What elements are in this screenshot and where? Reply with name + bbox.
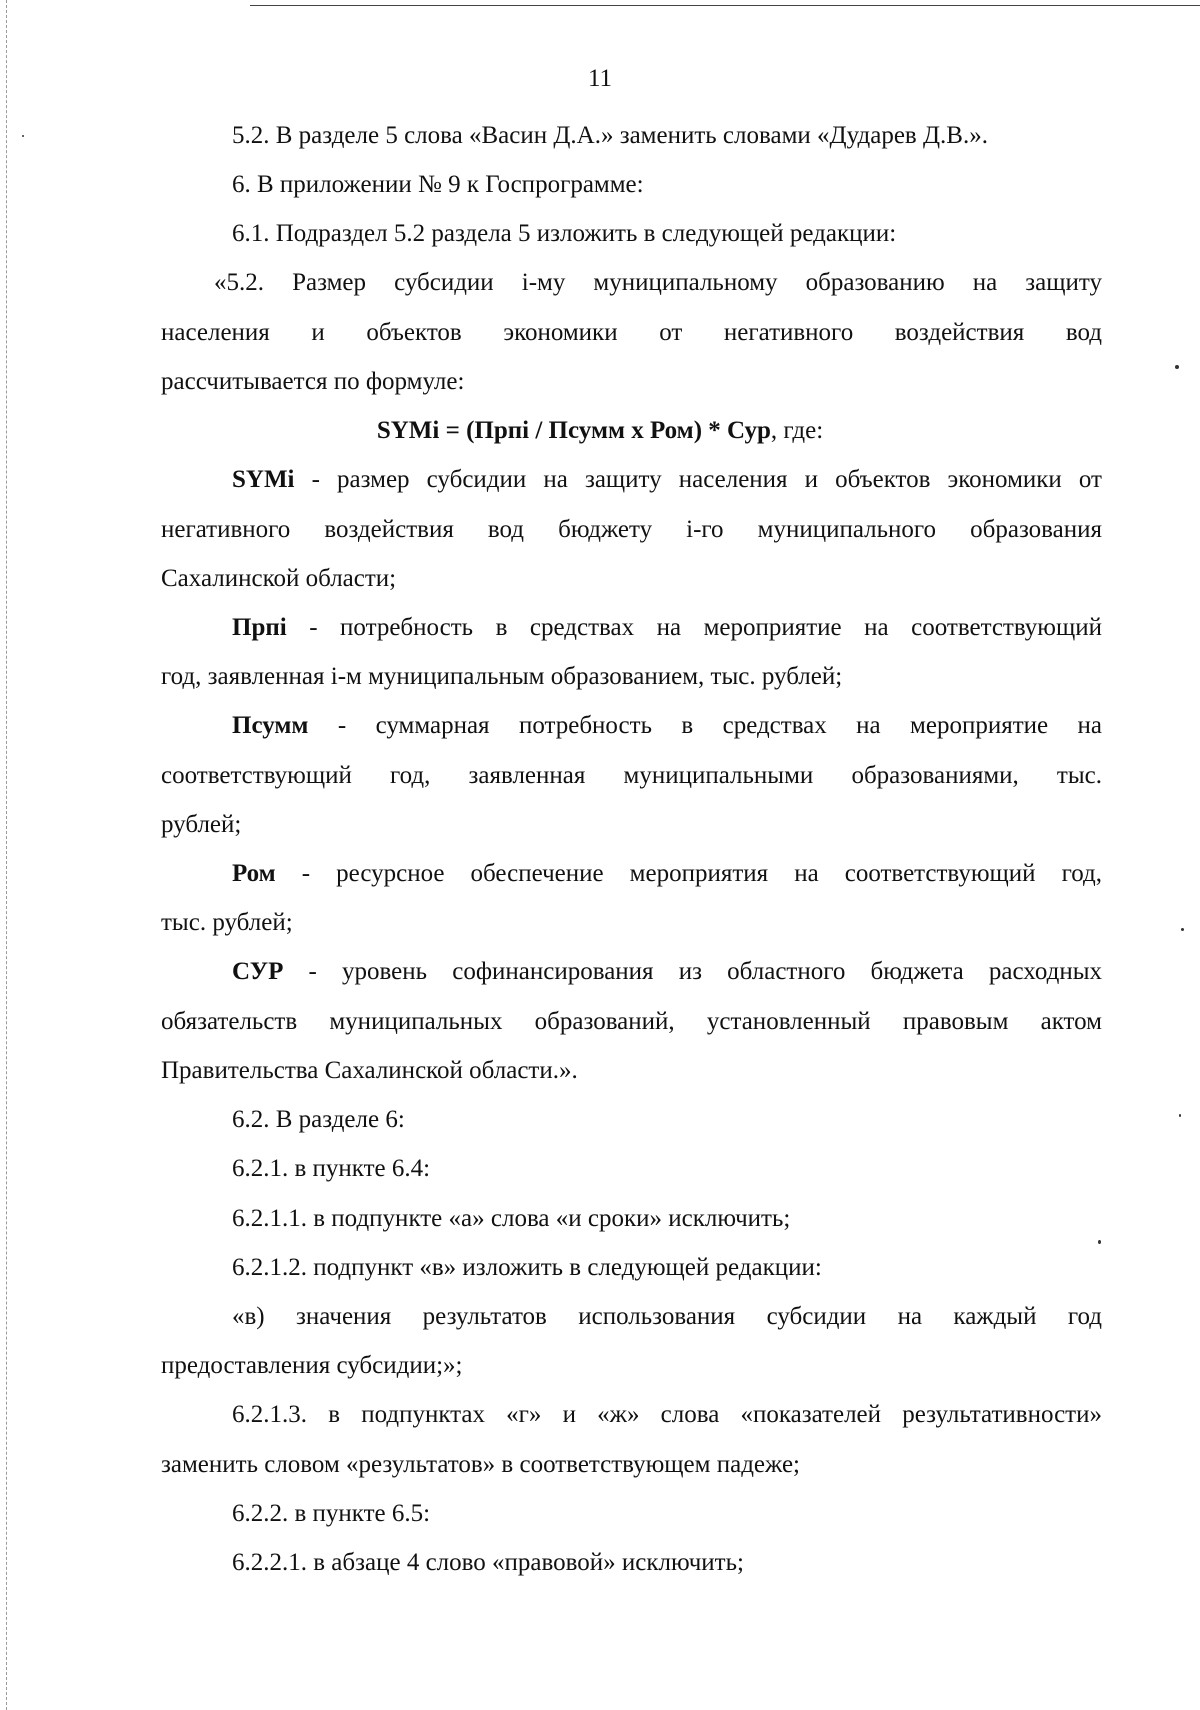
definition-prpi-line-2: год, заявленная i-м муниципальным образованием, тыс. рублей; <box>161 663 843 690</box>
definition-psumm-text: - суммарная потребность в средствах на мероприятие на <box>308 712 1102 739</box>
definition-symi-line-3: Сахалинской области; <box>161 565 397 592</box>
scan-speck <box>1098 1240 1101 1244</box>
definition-rom-line-2: тыс. рублей; <box>161 909 293 936</box>
term-sur: СУР <box>232 958 284 985</box>
definition-rom-line-1 <box>232 859 1102 889</box>
definition-sur-line-1 <box>232 957 1102 987</box>
paragraph-6-2: 6.2. В разделе 6: <box>232 1106 405 1133</box>
paragraph-6-1: 6.1. Подраздел 5.2 раздела 5 изложить в следующей редакции: <box>232 220 897 247</box>
scan-speck <box>1181 928 1184 931</box>
definition-sur-line-3: Правительства Сахалинской области.». <box>161 1057 578 1084</box>
definition-prpi-line-1 <box>232 613 1102 643</box>
definition-rom-text: - ресурсное обеспечение мероприятия на соответствующий год, <box>275 860 1102 887</box>
paragraph-6: 6. В приложении № 9 к Госпрограмме: <box>232 171 644 198</box>
term-symi: SYMi <box>232 466 295 493</box>
left-scan-border <box>6 0 7 1710</box>
definition-prpi-text: - потребность в средствах на мероприятие на соответствующий <box>286 614 1102 641</box>
paragraph-6-2-1-2: 6.2.1.2. подпункт «в» изложить в следующей редакции: <box>232 1254 822 1281</box>
scan-speck <box>1179 1114 1181 1117</box>
quote-5-2-line-2: населения и объектов экономики от негативного воздействия вод <box>161 319 1102 346</box>
paragraph-6-2-1-3-line-2: заменить словом «результатов» в соответствующем падеже; <box>161 1451 801 1478</box>
quote-5-2-line-3: рассчитывается по формуле: <box>161 368 465 395</box>
paragraph-6-2-1: 6.2.1. в пункте 6.4: <box>232 1155 431 1182</box>
paragraph-6-2-2-1: 6.2.2.1. в абзаце 4 слово «правовой» исключить; <box>232 1549 744 1576</box>
formula-tail: , где: <box>770 417 824 444</box>
page-number: 11 <box>587 65 613 92</box>
term-rom: Ром <box>232 860 276 887</box>
definition-symi-line-1 <box>232 465 1102 495</box>
definition-psumm-line-2: соответствующий год, заявленная муниципальными образованиями, тыс. <box>161 762 1102 789</box>
definition-sur-line-2: обязательств муниципальных образований, установленный правовым актом <box>161 1008 1102 1035</box>
paragraph-5-2: 5.2. В разделе 5 слова «Васин Д.А.» заменить словами «Дударев Д.В.». <box>232 122 988 149</box>
scan-speck <box>1175 365 1179 369</box>
definition-psumm-line-3: рублей; <box>161 811 242 838</box>
term-psumm: Псумм <box>232 712 309 739</box>
paragraph-6-2-1-3-line-1: 6.2.1.3. в подпунктах «г» и «ж» слова «показателей результативности» <box>232 1401 1102 1428</box>
definition-psumm-line-1 <box>232 711 1102 741</box>
definition-sur-text: - уровень софинансирования из областного бюджета расходных <box>283 958 1102 985</box>
formula-expression: SYMi = (Прпi / Псумм х Ром) * Сур <box>376 417 771 444</box>
paragraph-6-2-2: 6.2.2. в пункте 6.5: <box>232 1500 431 1527</box>
quote-v-line-2: предоставления субсидии;»; <box>161 1352 463 1379</box>
quote-v-line-1: «в) значения результатов использования субсидии на каждый год <box>232 1303 1102 1330</box>
paragraph-6-2-1-1: 6.2.1.1. в подпункте «а» слова «и сроки» исключить; <box>232 1205 791 1232</box>
quote-5-2-line-1: «5.2. Размер субсидии i-му муниципальному образованию на защиту <box>214 269 1102 296</box>
scan-speck <box>22 135 24 137</box>
definition-symi-text: - размер субсидии на защиту населения и объектов экономики от <box>294 466 1102 493</box>
definition-symi-line-2: негативного воздействия вод бюджету i-го муниципального образования <box>161 516 1102 543</box>
top-scan-border <box>250 5 1200 6</box>
formula <box>0 416 1200 446</box>
term-prpi: Прпi <box>232 614 287 641</box>
